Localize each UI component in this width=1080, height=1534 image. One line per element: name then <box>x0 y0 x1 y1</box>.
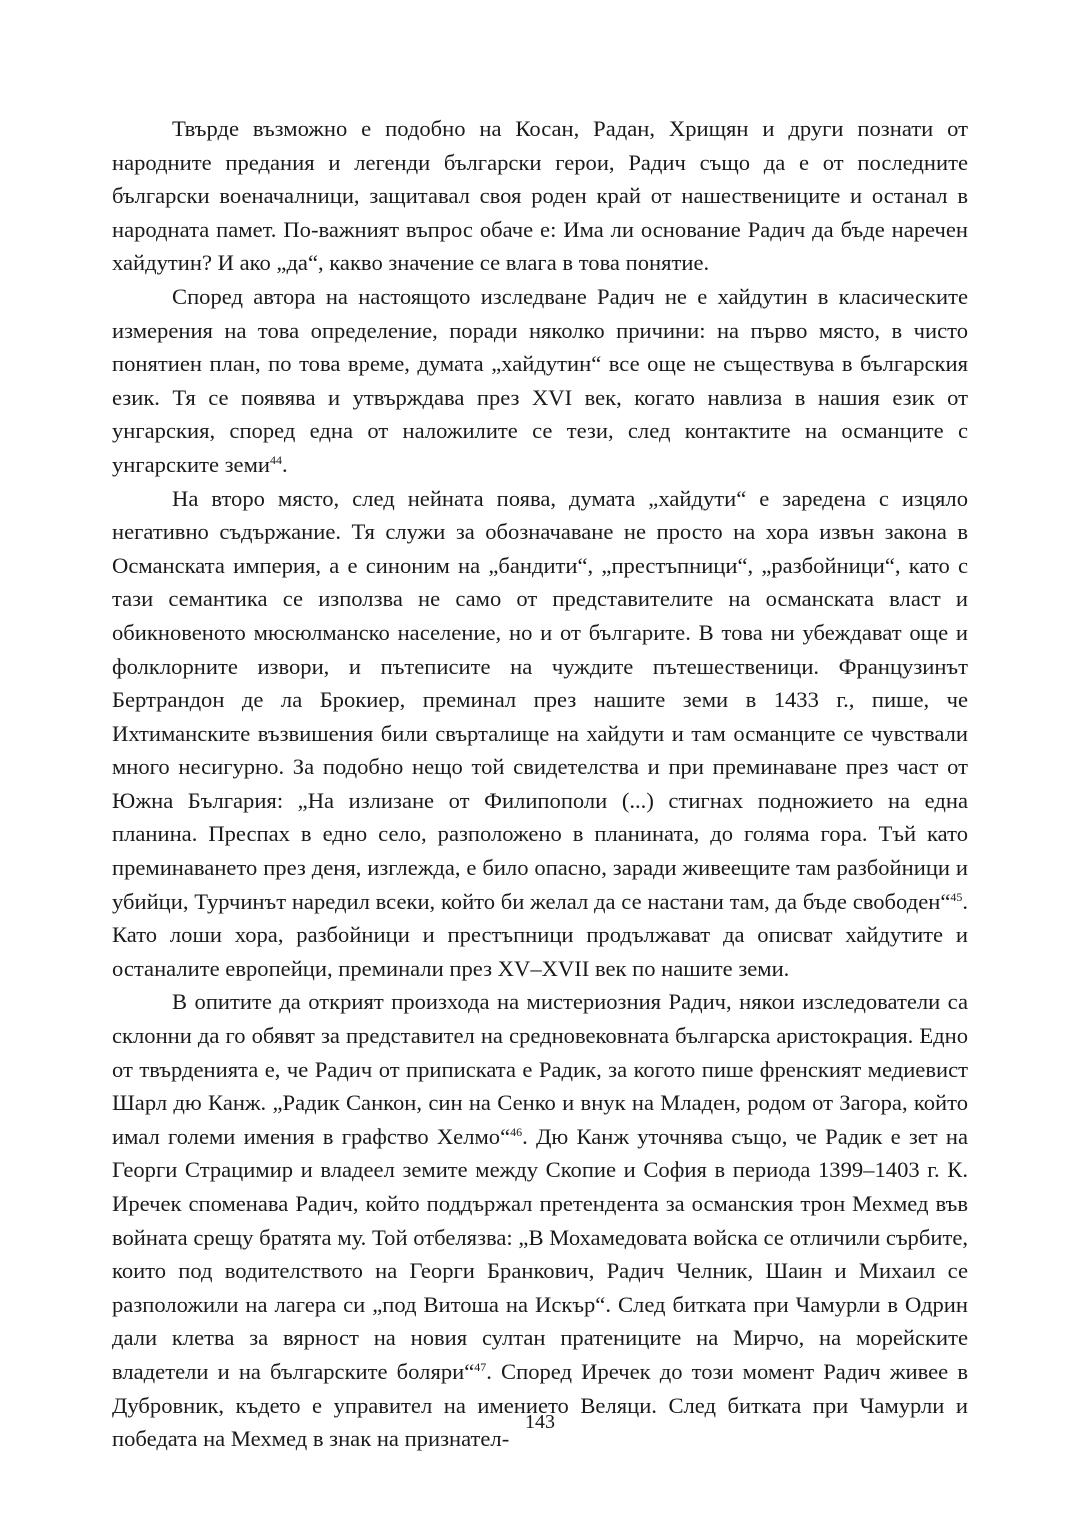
paragraph <box>112 482 968 986</box>
paragraph-text: . Според Иречек до този момент Радич живее в Дубровник, където е управител на имението Веляци. След битката при Чамурли и победата на Мехмед в знак на признател- <box>112 1358 968 1452</box>
paragraph <box>112 112 968 280</box>
paragraph-text: . Като лоши хора, разбойници и престъпници продължават да описват хайдутите и останалите европейци, преминали през XV–XVII век по нашите земи. <box>112 888 968 981</box>
footnote-ref-45: 45 <box>950 889 963 904</box>
paragraph-text: Твърде възможно е подобно на Косан, Радан, Хрищян и други познати от народните предания и легенди български герои, Радич също да е от последните български военачалници, защитавал своя роден край от нашествениците и останал в народната памет. По-важният въпрос обаче е: Има ли основание Радич да бъде наречен хайдутин? И ако „да“, какво значение се влага в това понятие. <box>112 116 968 276</box>
paragraph-text: На второ място, след нейната поява, думата „хайдути“ е заредена с изцяло негативно съдържание. Тя служи за обозначаване не просто на хора извън закона в Османската империя, а е синоним на „бандити“, „престъпници“, „разбойници“, като с тази семантика се използва не само от представителите на османската власт и обикновеното мюсюлманско население, но и от българите. В това ни убеждават още и фолклорните извори, и пътеписите на чуждите пътешественици. Французинът Бертрандон де ла Брокиер, преминал през нашите земи в 1433 г., пише, че Ихтиманските възвишения били свърталище на хайдути и там османците се чувствали много несигурно. За подобно нещо той свидетелства и при преминаване през част от Южна България: „На излизане от Филипополи (...) стигнах подножието на една планина. Преспах в едно село, разположено в планината, до голяма гора. Тъй като преминаването през деня, изглежда, е било опасно, заради живеещите там разбойници и убийци, Турчинът наредил всеки, който би желал да се настани там, да бъде свободен“ <box>112 485 968 914</box>
paragraph <box>112 985 968 1455</box>
footnote-ref-47: 47 <box>474 1359 487 1374</box>
paragraph-text: . Дю Канж уточнява също, че Радик е зет на Георги Страцимир и владеел земите между Скопие и София в периода 1399–1403 г. К. Иречек споменава Радич, който поддържал претендента за османския трон Мехмед във войната срещу братята му. Той отбелязва: „В Мохамедовата войска се отличили сърбите, които под водителството на Георги Бранкович, Радич Челник, Шаин и Михаил се разположили на лагера си „под Витоша на Искър“. След битката при Чамурли в Одрин дали клетва за вярност на новия султан пратениците на Мирчо, на морейските владетели и на българските боляри“ <box>112 1123 968 1384</box>
footnote-ref-46: 46 <box>510 1124 523 1139</box>
paragraph-text: . <box>281 451 288 477</box>
paragraph <box>112 280 968 482</box>
footnote-ref-44: 44 <box>269 452 282 467</box>
page-body <box>112 112 968 1456</box>
paragraph-text: Според автора на настоящото изследване Радич не е хайдутин в класическите измерения на това определение, поради няколко причини: на първо място, в чисто понятиен план, по това време, думата „хайдутин“ все още не съществува в българския език. Тя се появява и утвърждава през XVI век, когато навлиза в нашия език от унгарския, според една от наложилите се тези, след контактите на османците с унгарските земи <box>112 283 968 477</box>
page-number: 143 <box>525 1411 555 1433</box>
paragraph-text: В опитите да открият произхода на мистериозния Радич, някои изследователи са склонни да го обявят за представител на средновековната българска аристокрация. Едно от твърденията е, че Радич от приписката е Радик, за когото пише френският медиевист Шарл дю Канж. „Радик Санкон, син на Сенко и внук на Младен, родом от Загора, който имал големи имения в графство Хелмо“ <box>112 989 968 1149</box>
